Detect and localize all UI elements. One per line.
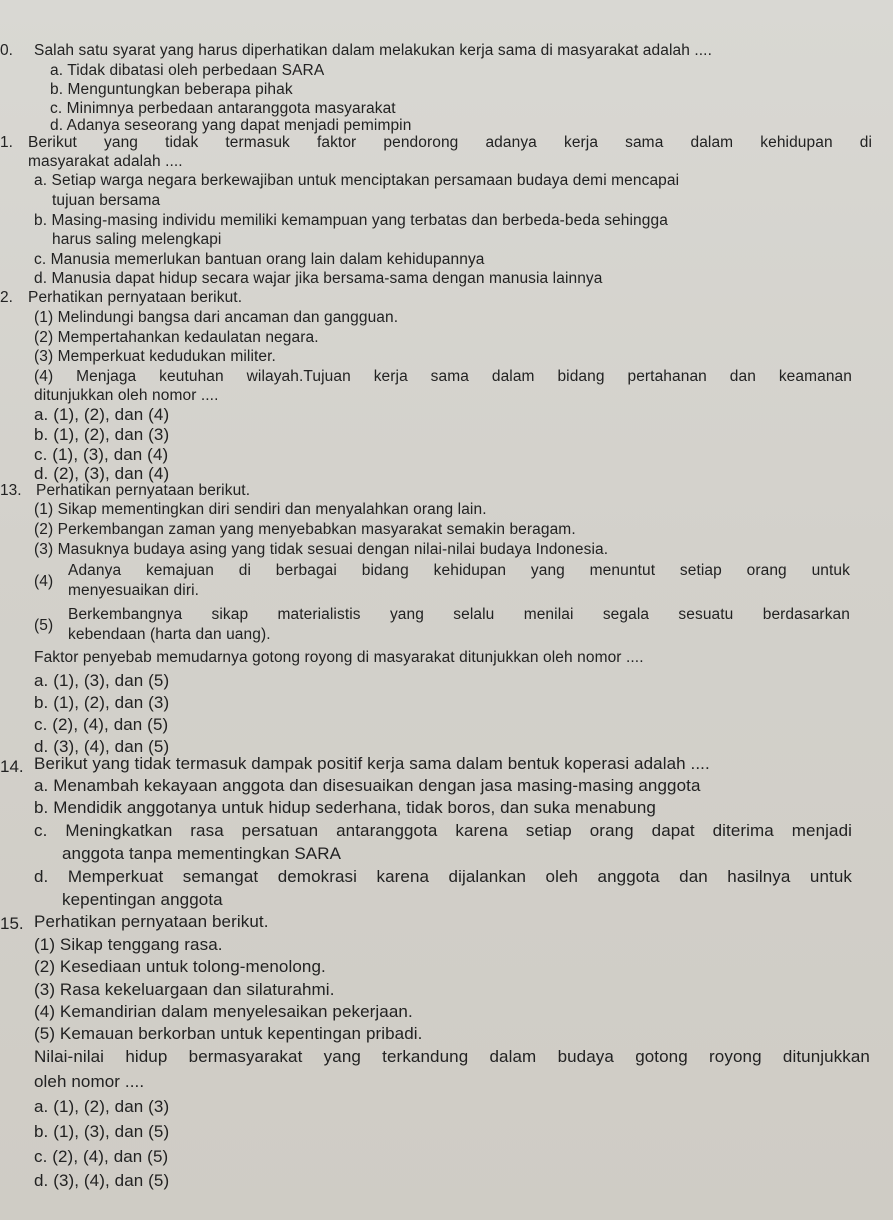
- statement-1: (1) Sikap mementingkan diri sendiri dan menyalahkan orang lain.: [34, 501, 487, 518]
- option-a: a. Menambah kekayaan anggota dan disesuaikan dengan jasa masing-masing anggota: [34, 776, 701, 795]
- statement-4-cont: menyesuaikan diri.: [68, 582, 200, 599]
- option-d: d. (2), (3), dan (4): [34, 464, 170, 483]
- question-prompt-cont: oleh nomor ....: [34, 1072, 145, 1091]
- statement-3: (3) Rasa kekeluargaan dan silaturahmi.: [34, 980, 335, 999]
- option-a: a. Tidak dibatasi oleh perbedaan SARA: [50, 62, 325, 79]
- option-c: c. Meningkatkan rasa persatuan antaranggota karena setiap orang dapat diterima menjadi: [34, 821, 852, 840]
- option-c: c. (2), (4), dan (5): [34, 1147, 169, 1166]
- question-prompt: Nilai-nilai hidup bermasyarakat yang terkandung dalam budaya gotong royong ditunjukkan: [34, 1047, 870, 1066]
- question-number: 14.: [0, 757, 24, 776]
- option-c: c. (2), (4), dan (5): [34, 715, 169, 734]
- statement-5-cont: kebendaan (harta dan uang).: [68, 626, 271, 643]
- question-stem: Perhatikan pernyataan berikut.: [34, 912, 269, 931]
- question-number: 2.: [0, 289, 13, 306]
- statement-1: (1) Melindungi bangsa dari ancaman dan gangguan.: [34, 309, 399, 326]
- option-c: c. (1), (3), dan (4): [34, 445, 169, 464]
- question-stem: Berikut yang tidak termasuk faktor pendorong adanya kerja sama dalam kehidupan di: [28, 134, 872, 151]
- option-d: d. (3), (4), dan (5): [34, 1171, 170, 1190]
- statement-1: (1) Sikap tenggang rasa.: [34, 935, 223, 954]
- option-b: b. Masing-masing individu memiliki kemampuan yang terbatas dan berbeda-beda sehingga: [34, 212, 668, 229]
- statement-4: (4) Menjaga keutuhan wilayah.Tujuan kerja sama dalam bidang pertahanan dan keamanan: [34, 368, 852, 385]
- question-number: 1.: [0, 134, 13, 151]
- question-number: 13.: [0, 482, 22, 499]
- option-d: d. Memperkuat semangat demokrasi karena dijalankan oleh anggota dan hasilnya untuk: [34, 867, 852, 886]
- option-a: a. (1), (3), dan (5): [34, 671, 170, 690]
- option-d-cont: kepentingan anggota: [62, 890, 223, 909]
- question-stem: Perhatikan pernyataan berikut.: [28, 289, 243, 306]
- statement-2: (2) Perkembangan zaman yang menyebabkan masyarakat semakin beragam.: [34, 521, 576, 538]
- statement-4-cont: ditunjukkan oleh nomor ....: [34, 387, 219, 404]
- option-a: a. (1), (2), dan (4): [34, 405, 170, 424]
- statement-5: Berkembangnya sikap materialistis yang selalu menilai segala sesuatu berdasarkan: [68, 606, 850, 623]
- statement-2: (2) Mempertahankan kedaulatan negara.: [34, 329, 319, 346]
- statement-4: (4) Kemandirian dalam menyelesaikan pekerjaan.: [34, 1002, 413, 1021]
- option-b: b. Menguntungkan beberapa pihak: [50, 81, 293, 98]
- option-b: b. (1), (2), dan (3): [34, 425, 170, 444]
- option-d: d. Manusia dapat hidup secara wajar jika bersama-sama dengan manusia lainnya: [34, 270, 603, 287]
- question-stem-cont: masyarakat adalah ....: [28, 153, 183, 170]
- option-a-cont: tujuan bersama: [52, 192, 161, 209]
- option-a: a. (1), (2), dan (3): [34, 1097, 170, 1116]
- statement-5: (5) Kemauan berkorban untuk kepentingan pribadi.: [34, 1024, 423, 1043]
- question-prompt: Faktor penyebab memudarnya gotong royong di masyarakat ditunjukkan oleh nomor ....: [34, 649, 644, 666]
- statement-4: Adanya kemajuan di berbagai bidang kehidupan yang menuntut setiap orang untuk: [68, 562, 850, 579]
- option-a: a. Setiap warga negara berkewajiban untuk menciptakan persamaan budaya demi mencapai: [34, 172, 680, 189]
- statement-5-marker: (5): [34, 617, 54, 634]
- question-stem: Salah satu syarat yang harus diperhatikan dalam melakukan kerja sama di masyarakat adalah ....: [34, 42, 712, 59]
- question-stem: Perhatikan pernyataan berikut.: [36, 482, 251, 499]
- statement-3: (3) Masuknya budaya asing yang tidak sesuai dengan nilai-nilai budaya Indonesia.: [34, 541, 609, 558]
- question-number: 15.: [0, 914, 24, 933]
- option-b: b. (1), (2), dan (3): [34, 693, 170, 712]
- option-c: c. Minimnya perbedaan antaranggota masyarakat: [50, 100, 396, 117]
- option-b-cont: harus saling melengkapi: [52, 231, 222, 248]
- option-c: c. Manusia memerlukan bantuan orang lain dalam kehidupannya: [34, 251, 485, 268]
- option-d: d. (3), (4), dan (5): [34, 737, 170, 756]
- question-stem: Berikut yang tidak termasuk dampak positif kerja sama dalam bentuk koperasi adalah ....: [34, 754, 710, 773]
- statement-3: (3) Memperkuat kedudukan militer.: [34, 348, 276, 365]
- option-d: d. Adanya seseorang yang dapat menjadi pemimpin: [50, 117, 412, 134]
- statement-4-marker: (4): [34, 573, 54, 590]
- option-b: b. Mendidik anggotanya untuk hidup sederhana, tidak boros, dan suka menabung: [34, 798, 656, 817]
- option-c-cont: anggota tanpa mementingkan SARA: [62, 844, 342, 863]
- statement-2: (2) Kesediaan untuk tolong-menolong.: [34, 957, 326, 976]
- option-b: b. (1), (3), dan (5): [34, 1122, 170, 1141]
- question-number: 0.: [0, 42, 13, 59]
